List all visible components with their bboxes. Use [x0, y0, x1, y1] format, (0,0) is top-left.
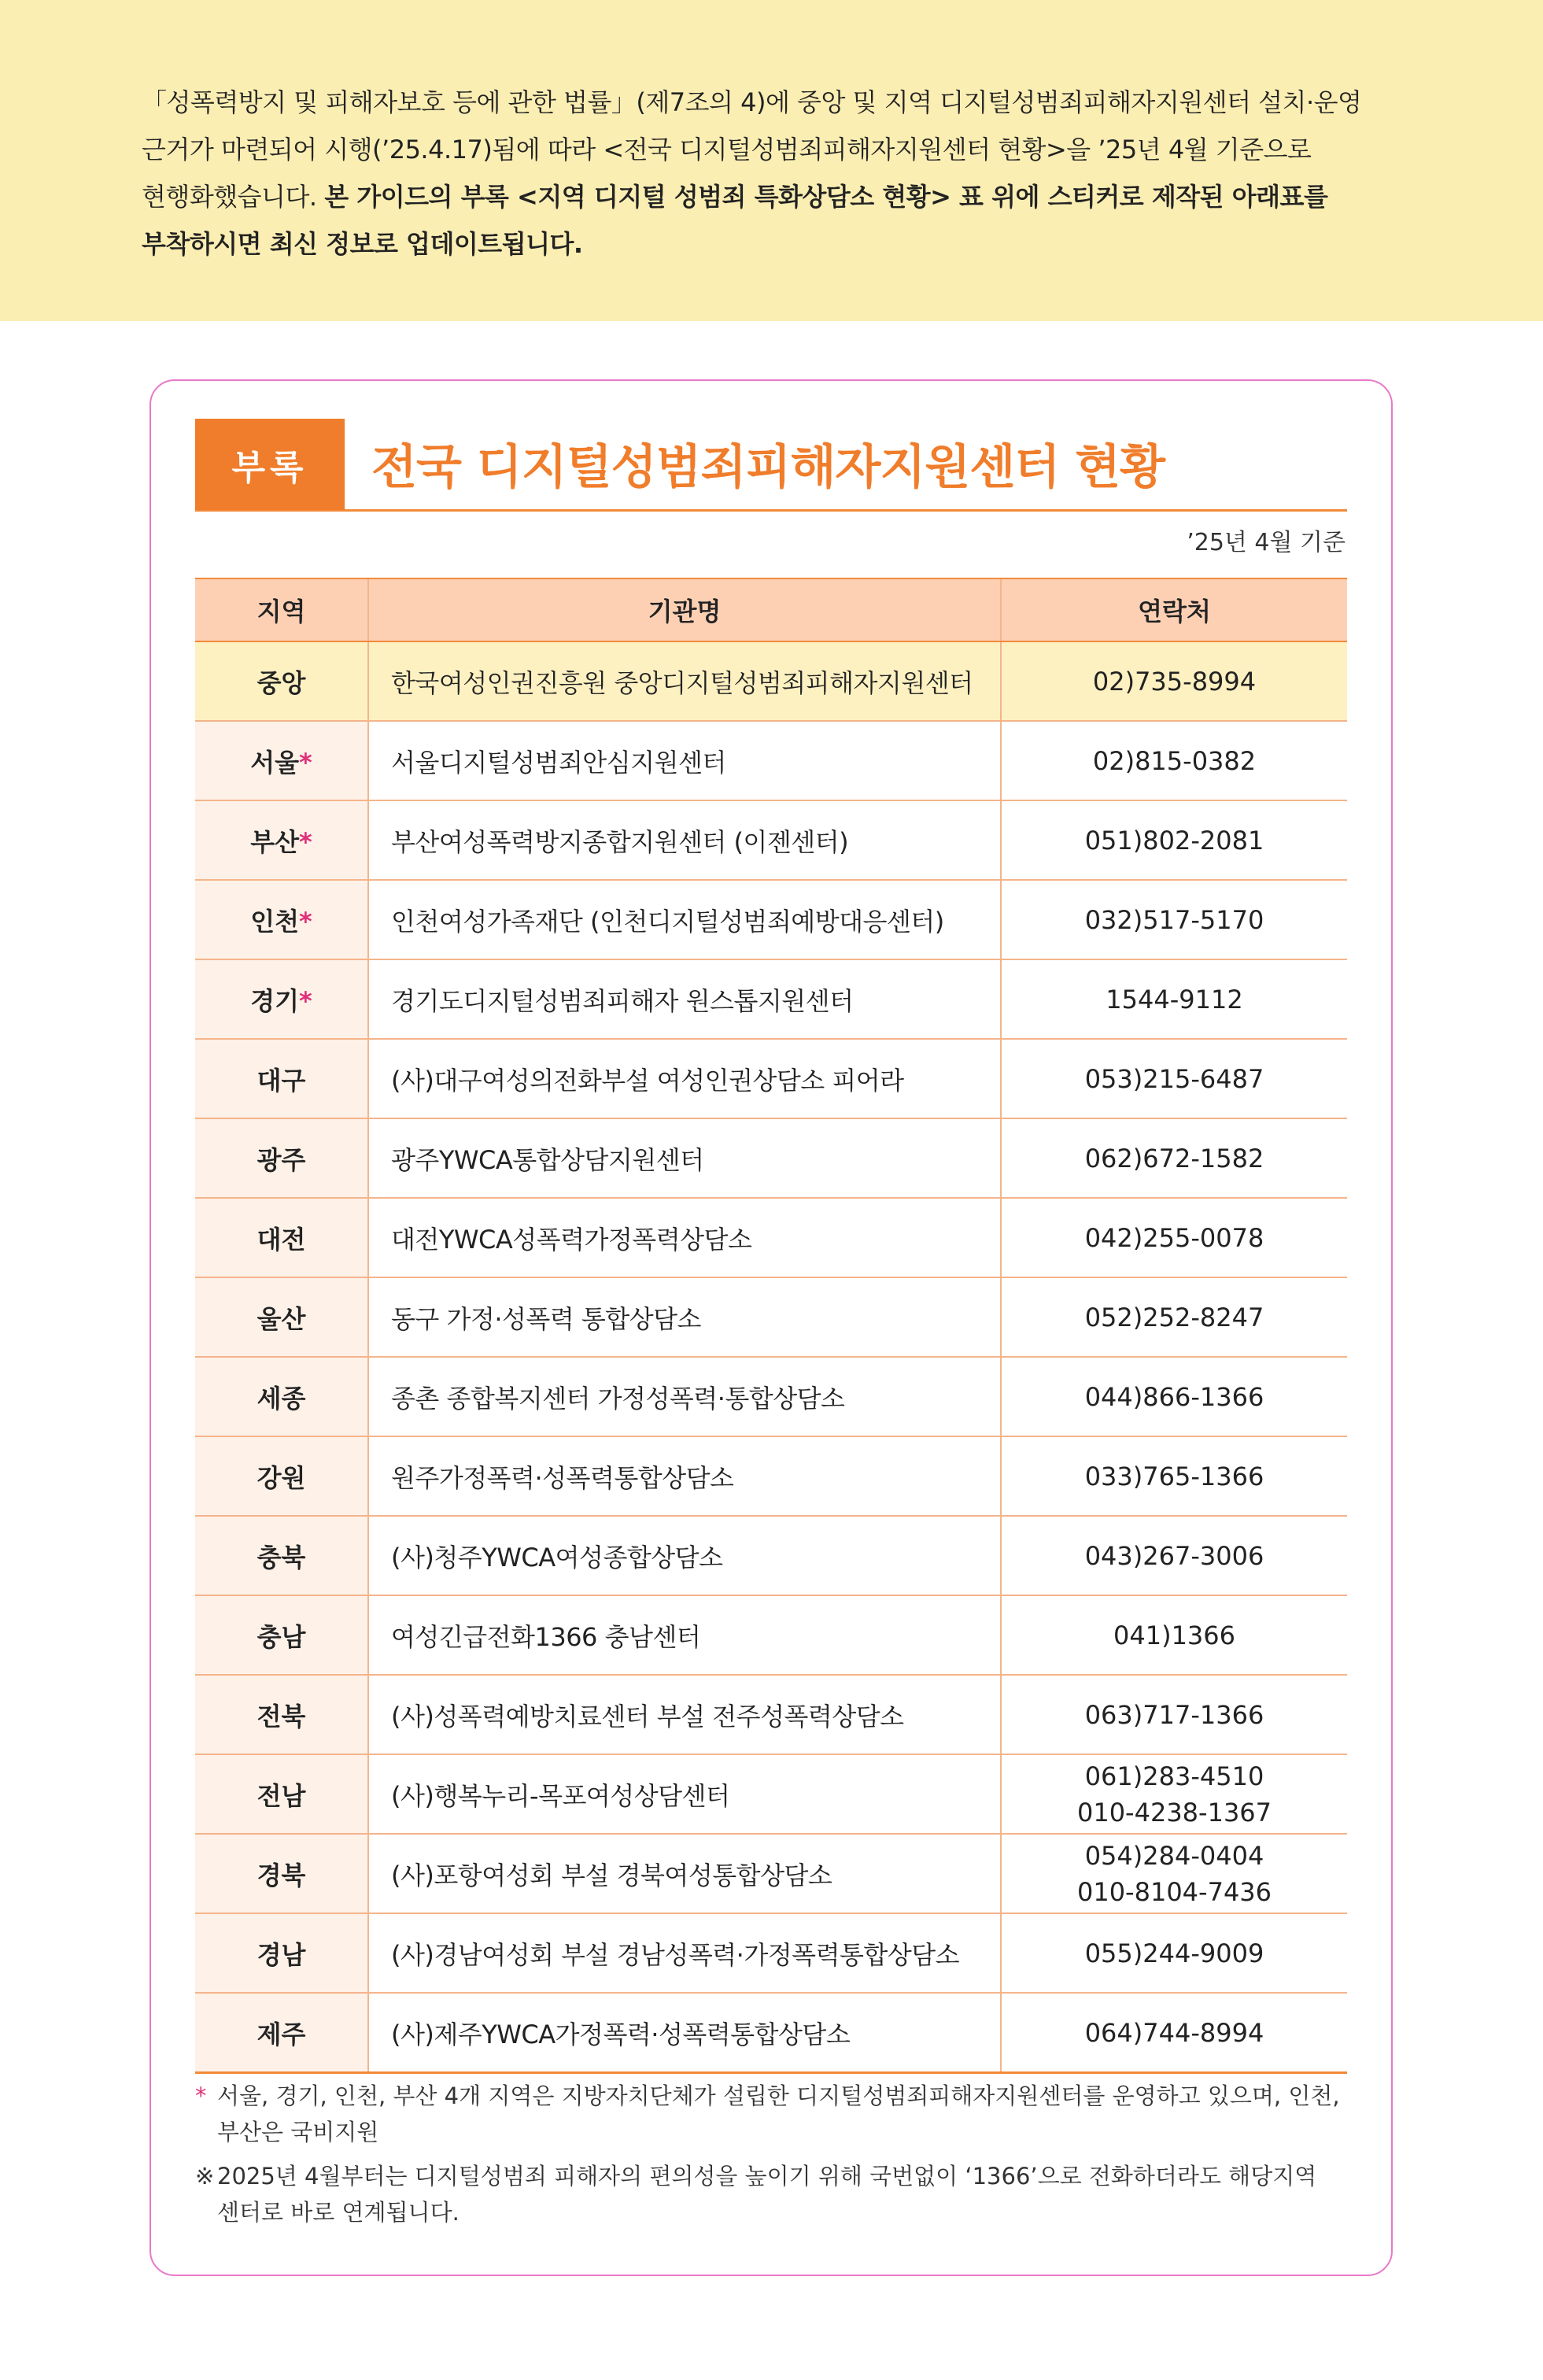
org-name: 동구 가정·성폭력 통합상담소: [368, 1277, 1001, 1357]
region-name: 제주: [257, 2019, 306, 2049]
notice-text-bold: 본 가이드의 부록 <지역 디지털 성범죄 특화상담소 현황> 표 위에 스티커로 제작된 아래표를 부착하시면 최신 정보로 업데이트됩니다.: [142, 182, 1328, 259]
phone-number: 033)765-1366: [1084, 1461, 1264, 1491]
phone-number: 043)267-3006: [1084, 1540, 1264, 1571]
org-name: (사)청주YWCA여성종합상담소: [368, 1516, 1001, 1595]
table-row: [195, 1595, 1347, 1675]
region-cell: [195, 1834, 368, 1913]
table-row: [195, 880, 1347, 959]
phone-number: 062)672-1582: [1084, 1143, 1264, 1173]
phone-cell: [1001, 880, 1347, 959]
phone-number: 041)1366: [1113, 1620, 1235, 1650]
table-row: [195, 959, 1347, 1039]
table-row: [195, 1436, 1347, 1516]
org-name: 여성긴급전화1366 충남센터: [368, 1595, 1001, 1675]
table-row: [195, 641, 1347, 721]
appendix-badge: 부록: [195, 419, 345, 510]
table-row: [195, 1675, 1347, 1754]
notice-text: [142, 79, 1401, 268]
org-name: 인천여성가족재단 (인천디지털성범죄예방대응센터): [368, 880, 1001, 959]
region-name: 전남: [257, 1780, 306, 1811]
notice-text-regular: 「성폭력방지 및 피해자보호 등에 관한 법률」(제7조의 4)에 중앙 및 지역 디지털성범죄피해자지원센터 설치·운영 근거가 마련되어 시행(’25.4.17)됨에 따라 <전국 디지털성범죄피해자지원센터 현황>을 ’25년 4월 기준으로 현행화했습니다.: [142, 87, 1362, 212]
phone-cell: [1001, 1834, 1347, 1913]
phone-cell: [1001, 1595, 1347, 1675]
table-row: [195, 800, 1347, 880]
region-cell: [195, 721, 368, 800]
region-cell: [195, 1277, 368, 1357]
phone-number: 055)244-9009: [1084, 1938, 1264, 1968]
phone-number: 042)255-0078: [1084, 1222, 1264, 1253]
title-row: [195, 419, 1347, 512]
phone-cell: [1001, 1913, 1347, 1993]
region-cell: [195, 1754, 368, 1834]
phone-cell: [1001, 1118, 1347, 1198]
phone-number: 063)717-1366: [1084, 1699, 1264, 1730]
phone-cell: [1001, 959, 1347, 1039]
region-cell: [195, 1118, 368, 1198]
appendix-card: [150, 379, 1393, 2276]
table-row: [195, 1834, 1347, 1913]
region-name: 중앙: [257, 667, 306, 698]
region-cell: [195, 1516, 368, 1595]
region-name: 충북: [257, 1542, 306, 1572]
table-row: [195, 1913, 1347, 1993]
region-cell: [195, 1675, 368, 1754]
region-cell: [195, 1198, 368, 1277]
footnote-2: [195, 2158, 1347, 2230]
org-name: (사)성폭력예방치료센터 부설 전주성폭력상담소: [368, 1675, 1001, 1754]
region-asterisk: *: [299, 985, 312, 1016]
region-name: 충남: [257, 1621, 306, 1652]
notice-band: [0, 0, 1543, 321]
phone-cell: [1001, 800, 1347, 880]
phone-number: 052)252-8247: [1084, 1302, 1264, 1332]
table-row: [195, 721, 1347, 800]
phone-number: 044)866-1366: [1084, 1381, 1264, 1412]
region-cell: [195, 1357, 368, 1436]
table-row: [195, 1039, 1347, 1118]
phone-number: 032)517-5170: [1084, 904, 1264, 935]
footnote-2-text: 2025년 4월부터는 디지털성범죄 피해자의 편의성을 높이기 위해 국번없이 ‘1366’으로 전화하더라도 해당지역 센터로 바로 연계됩니다.: [217, 2163, 1317, 2226]
region-name: 경남: [257, 1939, 306, 1970]
header-org: 기관명: [368, 578, 1001, 641]
table-header-row: [195, 578, 1347, 641]
phone-number: 02)735-8994: [1092, 666, 1257, 697]
region-asterisk: *: [299, 747, 312, 778]
region-name: 광주: [257, 1144, 306, 1175]
region-name: 울산: [257, 1303, 306, 1334]
org-name: (사)경남여성회 부설 경남성폭력·가정폭력통합상담소: [368, 1913, 1001, 1993]
table-row: [195, 1993, 1347, 2073]
region-name: 전북: [257, 1701, 306, 1731]
region-cell: [195, 1039, 368, 1118]
phone-cell: [1001, 1357, 1347, 1436]
org-name: (사)포항여성회 부설 경북여성통합상담소: [368, 1834, 1001, 1913]
footnote-2-mark: ※: [195, 2163, 215, 2190]
table-row: [195, 1357, 1347, 1436]
phone-cell: [1001, 721, 1347, 800]
table-row: [195, 1754, 1347, 1834]
phone-cell: [1001, 1436, 1347, 1516]
phone-cell: [1001, 641, 1347, 721]
org-name: 서울디지털성범죄안심지원센터: [368, 721, 1001, 800]
header-region: 지역: [195, 578, 368, 641]
region-cell: [195, 1595, 368, 1675]
phone-cell: [1001, 1198, 1347, 1277]
org-name: 종촌 종합복지센터 가정성폭력·통합상담소: [368, 1357, 1001, 1436]
region-cell: [195, 1913, 368, 1993]
region-name: 인천: [250, 906, 300, 937]
org-name: 원주가정폭력·성폭력통합상담소: [368, 1436, 1001, 1516]
region-name: 대전: [257, 1224, 306, 1255]
phone-cell: [1001, 1039, 1347, 1118]
region-name: 경기: [250, 985, 300, 1016]
phone-number: 053)215-6487: [1084, 1063, 1264, 1094]
region-name: 경북: [257, 1860, 306, 1890]
centers-table: [195, 578, 1347, 2074]
phone-number: 051)802-2081: [1084, 825, 1264, 856]
region-cell: [195, 800, 368, 880]
table-row: [195, 1118, 1347, 1198]
phone-number: 064)744-8994: [1084, 2017, 1264, 2048]
org-name: 광주YWCA통합상담지원센터: [368, 1118, 1001, 1198]
region-name: 서울: [250, 747, 300, 778]
org-name: 한국여성인권진흥원 중앙디지털성범죄피해자지원센터: [368, 641, 1001, 721]
region-name: 세종: [257, 1383, 306, 1414]
footnote-1-mark: *: [195, 2082, 207, 2109]
region-cell: [195, 641, 368, 721]
footnote-1: [195, 2078, 1347, 2150]
org-name: (사)대구여성의전화부설 여성인권상담소 피어라: [368, 1039, 1001, 1118]
phone-cell: [1001, 1516, 1347, 1595]
phone-number: 1544-9112: [1106, 984, 1243, 1014]
region-name: 강원: [257, 1462, 306, 1493]
phone-number: 010-8104-7436: [1076, 1876, 1272, 1907]
phone-cell: [1001, 1277, 1347, 1357]
region-cell: [195, 1436, 368, 1516]
footnote-1-text: 서울, 경기, 인천, 부산 4개 지역은 지방자치단체가 설립한 디지털성범죄피해자지원센터를 운영하고 있으며, 인천, 부산은 국비지원: [217, 2082, 1340, 2145]
org-name: (사)행복누리-목포여성상담센터: [368, 1754, 1001, 1834]
table-row: [195, 1198, 1347, 1277]
phone-number: 010-4238-1367: [1076, 1797, 1272, 1828]
table-row: [195, 1277, 1347, 1357]
card-title: 전국 디지털성범죄피해자지원센터 현황: [371, 440, 1165, 495]
phone-number: 061)283-4510: [1084, 1761, 1264, 1791]
region-cell: [195, 880, 368, 959]
org-name: 부산여성폭력방지종합지원센터 (이젠센터): [368, 800, 1001, 880]
org-name: 대전YWCA성폭력가정폭력상담소: [368, 1198, 1001, 1277]
region-cell: [195, 1993, 368, 2073]
phone-cell: [1001, 1675, 1347, 1754]
table-row: [195, 1516, 1347, 1595]
org-name: (사)제주YWCA가정폭력·성폭력통합상담소: [368, 1993, 1001, 2073]
phone-cell: [1001, 1993, 1347, 2073]
header-phone: 연락처: [1001, 578, 1347, 641]
phone-cell: [1001, 1754, 1347, 1834]
region-name: 부산: [250, 826, 300, 857]
region-asterisk: *: [299, 906, 312, 937]
as-of-date: ’25년 4월 기준: [1187, 529, 1346, 556]
region-asterisk: *: [299, 826, 312, 857]
region-name: 대구: [257, 1065, 306, 1096]
org-name: 경기도디지털성범죄피해자 원스톱지원센터: [368, 959, 1001, 1039]
phone-number: 02)815-0382: [1092, 745, 1257, 776]
footnotes: [195, 2078, 1347, 2238]
region-cell: [195, 959, 368, 1039]
phone-number: 054)284-0404: [1084, 1840, 1264, 1871]
